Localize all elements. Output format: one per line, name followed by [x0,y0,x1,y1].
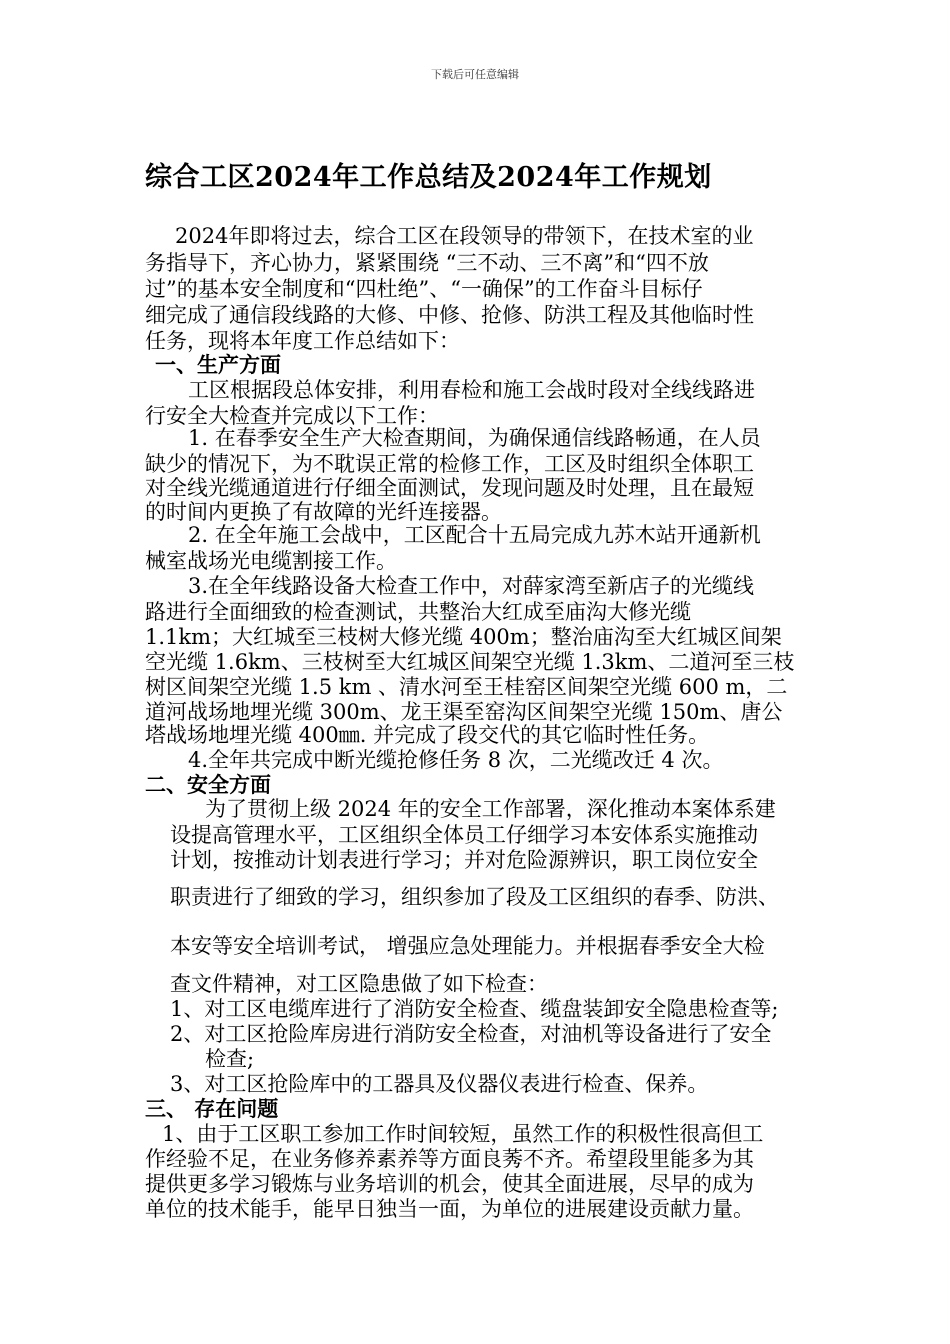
paragraph-line: 查文件精神，对工区隐患做了如下检查： [170,972,548,996]
paragraph-line: 为了贯彻上级 2024 年的安全工作部署，深化推动本案体系建 [205,797,776,821]
paragraph-line: 4.全年共完成中断光缆抢修任务 8 次，二光缆改迁 4 次。 [188,748,724,772]
paragraph-line: 塔战场地埋光缆 400㎜. 并完成了段交代的其它临时性任务。 [145,723,710,747]
paragraph-line: 道河战场地埋光缆 300m、龙王渠至窑沟区间架空光缆 150m、唐公 [145,700,783,724]
list-item: 3、对工区抢险库中的工器具及仪器仪表进行检查、保养。 [170,1072,709,1096]
list-item: 2、对工区抢险库房进行消防安全检查，对油机等设备进行了安全 [170,1022,772,1046]
list-item: 1、对工区电缆库进行了消防安全检查、缆盘装卸安全隐患检查等; [170,997,779,1021]
paragraph-line: 3.在全年线路设备大检查工作中，对薛家湾至新店子的光缆线 [188,574,755,598]
paragraph-line: 任务，现将本年度工作总结如下： [145,329,460,353]
paragraph-line: 1. 在春季安全生产大检查期间，为确保通信线路畅通，在人员 [188,426,761,450]
paragraph-line: 1.1km；大红城至三枝树大修光缆 400m；整治庙沟至大红城区间架 [145,625,782,649]
paragraph-line: 细完成了通信段线路的大修、中修、抢修、防洪工程及其他临时性 [145,303,754,327]
page-header: 下载后可任意编辑 [431,68,519,81]
paragraph-line: 械室战场光电缆割接工作。 [145,549,397,573]
paragraph-line: 务指导下，齐心协力，紧紧围绕 “三不动、三不离”和“四不放 [145,251,709,275]
paragraph-line: 设提高管理水平，工区组织全体员工仔细学习本安体系实施推动 [170,823,758,847]
paragraph-line: 过”的基本安全制度和“四杜绝”、“一确保”的工作奋斗目标仔 [145,277,703,301]
paragraph-line: 空光缆 1.6km、三枝树至大红城区间架空光缆 1.3km、二道河至三枝 [145,650,795,674]
paragraph-line: 对全线光缆通道进行仔细全面测试，发现问题及时处理，且在最短 [145,476,754,500]
paragraph-line: 作经验不足，在业务修养素养等方面良莠不齐。希望段里能多为其 [145,1147,754,1171]
paragraph-line: 工区根据段总体安排，利用春检和施工会战时段对全线线路进 [188,378,755,402]
paragraph-line: 本安等安全培训考试， 增强应急处理能力。并根据春季安全大检 [170,934,765,958]
list-item-continuation: 检查; [205,1047,255,1071]
paragraph-line: 2. 在全年施工会战中，工区配合十五局完成九苏木站开通新机 [188,523,761,547]
paragraph-line: 1、由于工区职工参加工作时间较短，虽然工作的积极性很高但工 [162,1122,764,1146]
paragraph-line: 2024年即将过去，综合工区在段领导的带领下，在技术室的业 [175,224,754,248]
paragraph-line: 路进行全面细致的检查测试，共整治大红成至庙沟大修光缆 [145,600,691,624]
section-heading: 一、生产方面 [155,352,281,377]
paragraph-line: 计划，按推动计划表进行学习；并对危险源辨识，职工岗位安全 [170,848,758,872]
paragraph-line: 的时间内更换了有故障的光纤连接器。 [145,500,502,524]
document-title: 综合工区2024年工作总结及2024年工作规划 [145,162,712,193]
section-heading: 三、 存在问题 [145,1096,279,1121]
paragraph-line: 树区间架空光缆 1.5 km 、清水河至王桂窑区间架空光缆 600 m，二 [145,675,788,699]
paragraph-line: 提供更多学习锻炼与业务培训的机会，使其全面进展，尽早的成为 [145,1172,754,1196]
paragraph-line: 行安全大检查并完成以下工作： [145,404,439,428]
paragraph-line: 职责进行了细致的学习，组织参加了段及工区组织的春季、防洪、 [170,885,779,909]
paragraph-line: 缺少的情况下，为不耽误正常的检修工作，工区及时组织全体职工 [145,452,754,476]
paragraph-line: 单位的技术能手，能早日独当一面，为单位的进展建设贡献力量。 [145,1197,754,1221]
section-heading: 二、安全方面 [145,772,271,797]
